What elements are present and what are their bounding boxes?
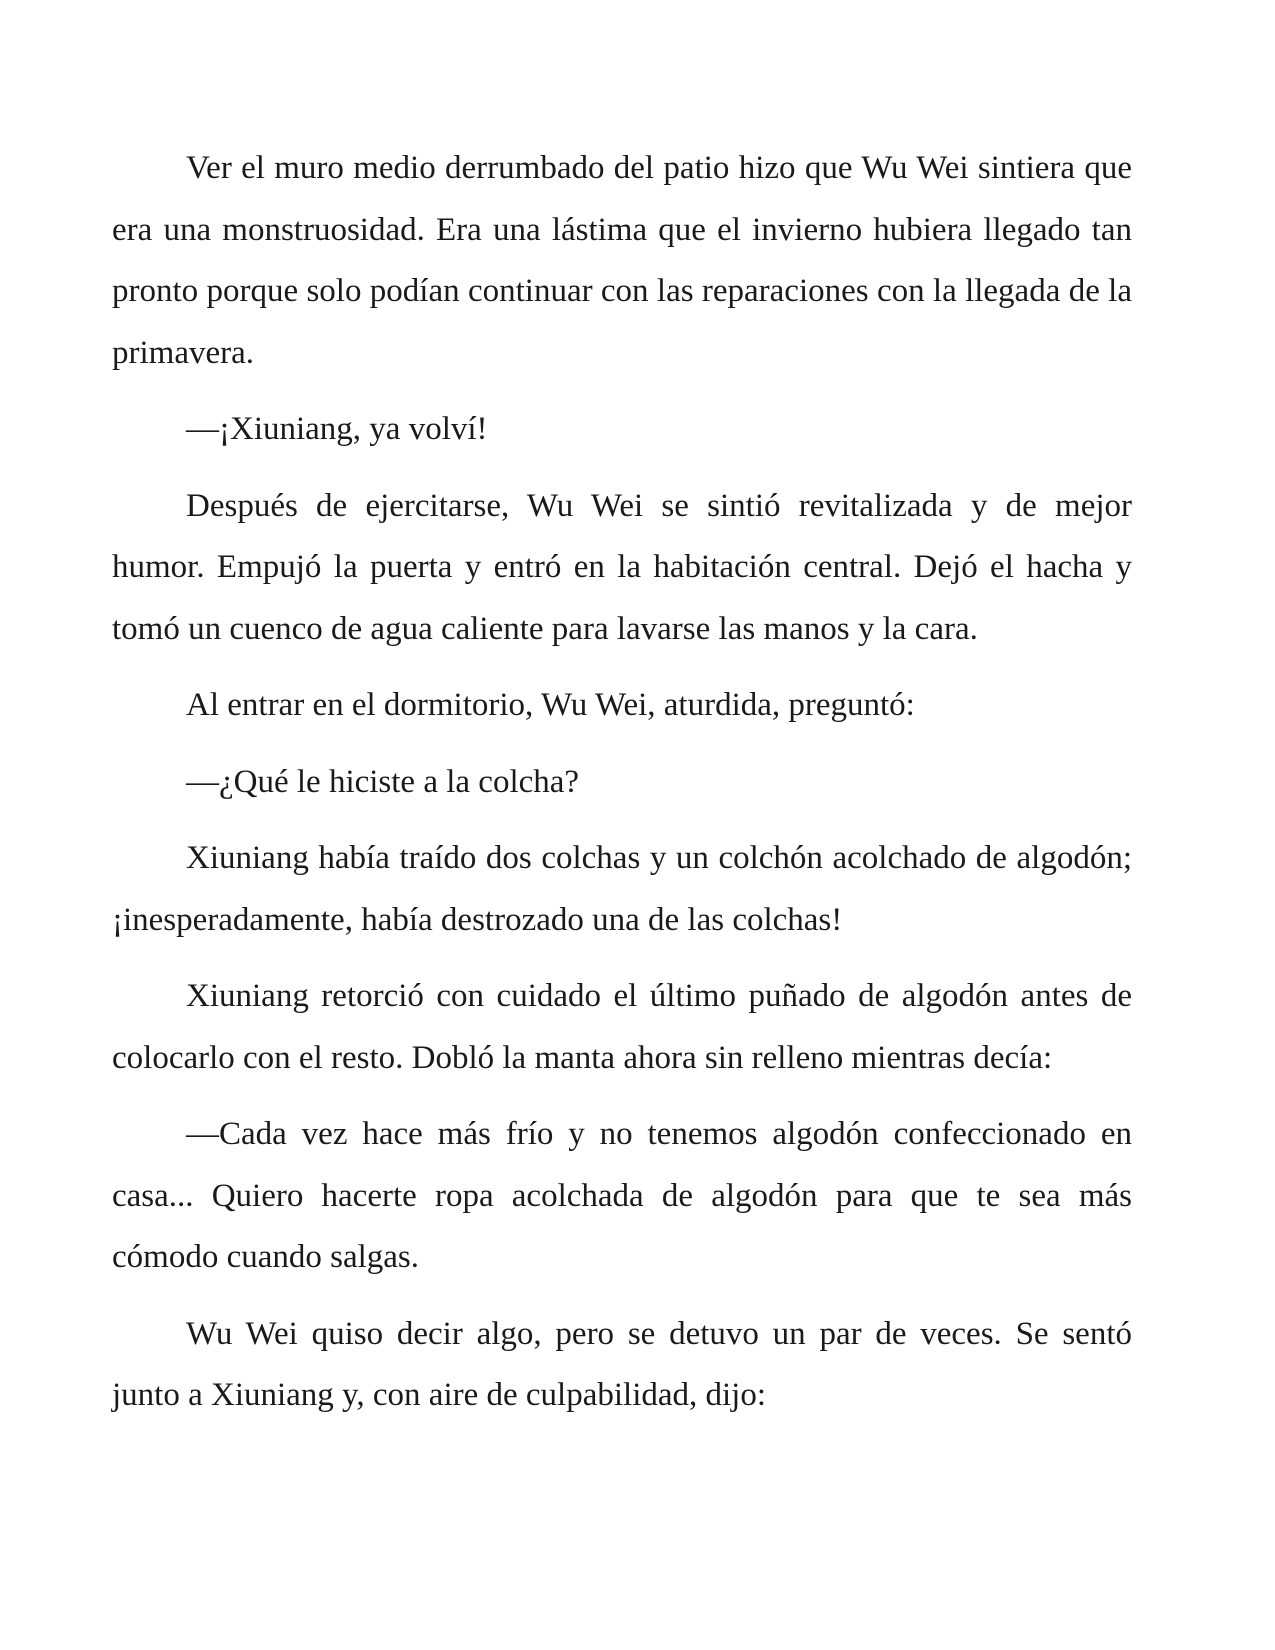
paragraph-2: —¡Xiuniang, ya volví! — [186, 411, 488, 447]
paragraph-6: Xiuniang había traído dos colchas y un colchón acolchado de algodón; ¡inesperadamente, había destrozado una de las colchas! — [112, 840, 1132, 938]
paragraph-4: Al entrar en el dormitorio, Wu Wei, aturdida, preguntó: — [186, 687, 915, 723]
paragraph-8: —Cada vez hace más frío y no tenemos algodón confeccionado en casa... Quiero hacerte ropa acolchada de algodón para que te sea más cómodo cuando salgas. — [112, 1116, 1132, 1275]
paragraph-9: Wu Wei quiso decir algo, pero se detuvo un par de veces. Se sentó junto a Xiuniang y, con aire de culpabilidad, dijo: — [112, 1315, 1132, 1413]
paragraph-1: Ver el muro medio derrumbado del patio hizo que Wu Wei sintiera que era una monstruosidad. Era una lástima que el invierno hubiera llegado tan pronto porque solo podían continuar con las reparaciones con la llegada de la primavera. — [112, 150, 1132, 371]
paragraph-3: Después de ejercitarse, Wu Wei se sintió revitalizada y de mejor humor. Empujó la puerta y entró en la habitación central. Dejó el hacha y tomó un cuenco de agua caliente para lavarse las manos y la cara. — [112, 487, 1132, 647]
paragraph-7: Xiuniang retorció con cuidado el último puñado de algodón antes de colocarlo con el resto. Dobló la manta ahora sin relleno mientras decía: — [112, 978, 1132, 1076]
paragraph-5: —¿Qué le hiciste a la colcha? — [186, 763, 580, 800]
body-text — [112, 138, 1132, 1442]
